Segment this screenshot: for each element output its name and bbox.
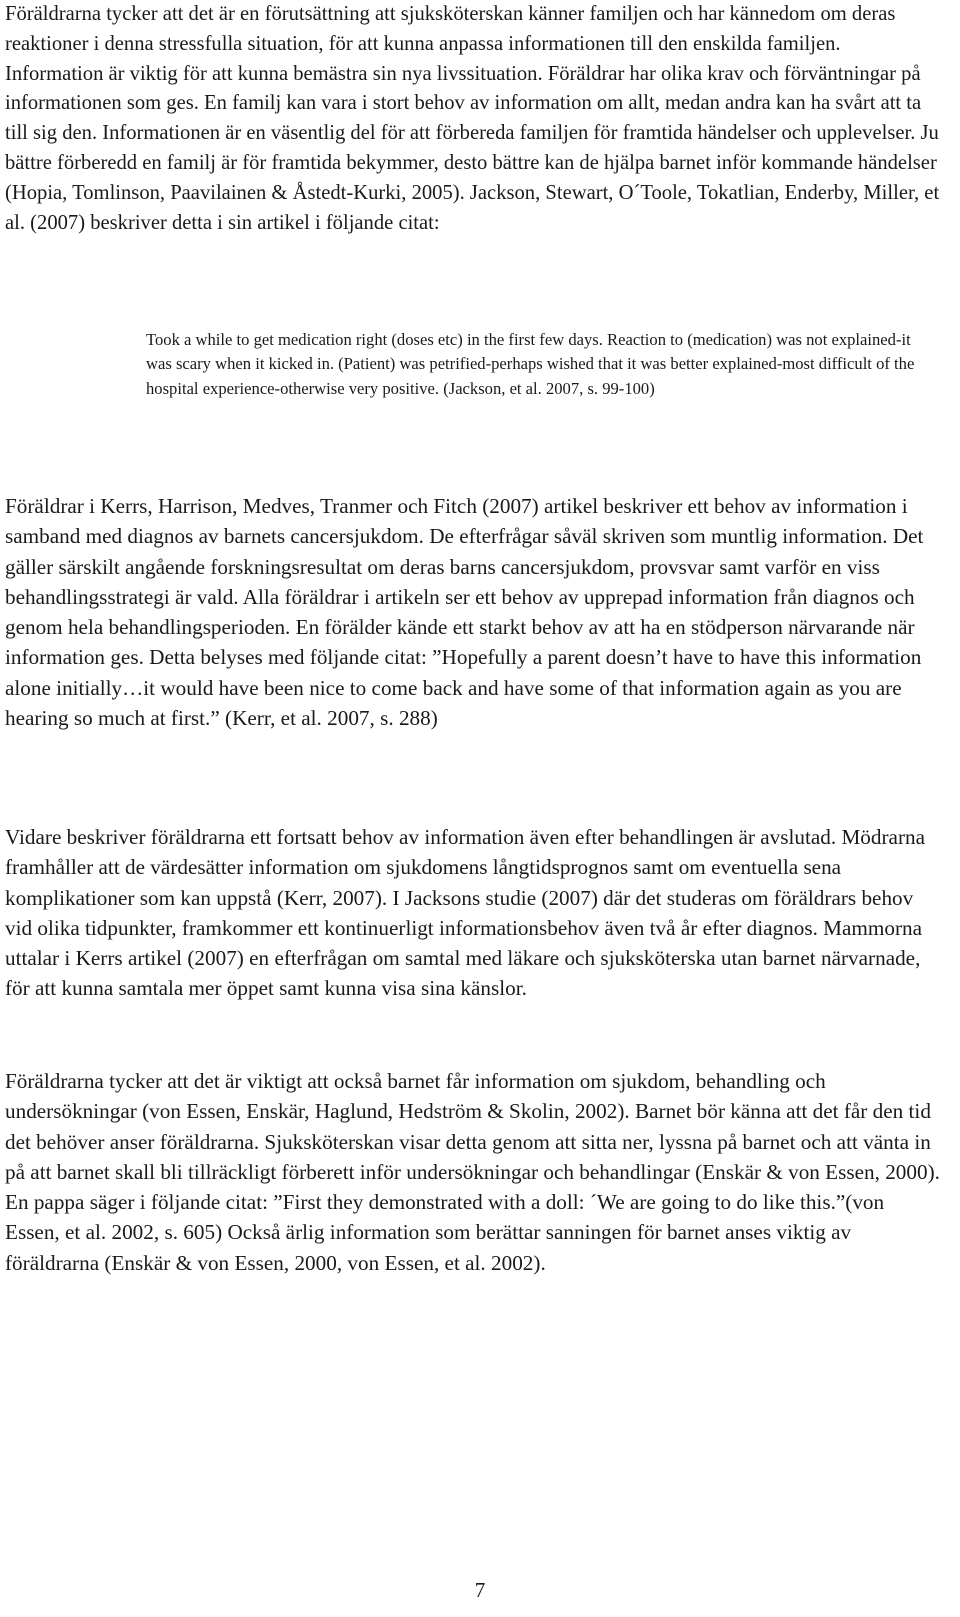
- paragraph-child-information: Föräldrarna tycker att det är viktigt att också barnet får information om sjukdom, behandling och undersökningar (von Essen, Enskär, Haglund, Hedström & Skolin, 2002). Barnet bör känna att det får den tid det behöver anser föräldrarna. Sjuksköterskan visar detta genom att sitta ner, lyssna på barnet och att vänta in på att barnet skall bli tillräckligt förberett inför undersökningar och behandlingar (Enskär & von Essen, 2000). En pappa säger i följande citat: ”First they demonstrated with a doll: ´We are going to do like this.”(von Essen, et al. 2002, s. 605) Också ärlig information som berättar sanningen för barnet anses viktig av föräldrarna (Enskär & von Essen, 2000, von Essen, et al. 2002).: [5, 1069, 940, 1275]
- paragraph-kerr-diagnosis-information: Föräldrar i Kerrs, Harrison, Medves, Tranmer och Fitch (2007) artikel beskriver ett behov av information i samband med diagnos av barnets cancersjukdom. De efterfrågar såväl skriven som muntlig information. Det gäller särskilt angående forskningsresultat om deras barns cancersjukdom, provsvar samt varför en viss behandlingsstrategi är vald. Alla föräldrar i artikeln ser ett behov av upprepad information från diagnos och genom hela behandlingsperioden. En förälder kände ett starkt behov av att ha en stödperson närvarande när information ges. Detta belyses med följande citat: ”Hopefully a parent doesn’t have to have this information alone initially…it would have been nice to come back and have some of that information again as you are hearing so much at first.” (Kerr, et al. 2007, s. 288): [5, 494, 924, 731]
- paragraph-parental-information-needs: Föräldrarna tycker att det är en förutsättning att sjuksköterskan känner familjen och har kännedom om deras reaktioner i denna stressfulla situation, för att kunna anpassa informationen till den enskilda familjen. Information är viktig för att kunna bemästra sin nya livssituation. Föräldrar har olika krav och förväntningar på informationen som ges. En familj kan vara i stort behov av information om allt, medan andra kan ha svårt att ta till sig den. Informationen är en väsentlig del för att förbereda familjen för framtida händelser och upplevelser. Ju bättre förberedd en familj är för framtida bekymmer, desto bättre kan de hjälpa barnet inför kommande händelser (Hopia, Tomlinson, Paavilainen & Åstedt-Kurki, 2005). Jackson, Stewart, O´Toole, Tokatlian, Enderby, Miller, et al. (2007) beskriver detta i sin artikel i följande citat:: [5, 3, 940, 234]
- paragraph-post-treatment-information: Vidare beskriver föräldrarna ett fortsatt behov av information även efter behandlingen är avslutad. Mödrarna framhåller att de värdesätter information om sjukdomens långtidsprognos samt om eventuella sena komplikationer som kan uppstå (Kerr, 2007). I Jacksons studie (2007) där det studeras om föräldrars behov vid olika tidpunkter, framkommer ett kontinuerligt informationsbehov även två år efter diagnos. Mammorna uttalar i Kerrs artikel (2007) en efterfrågan om samtal med läkare och sjuksköterska utan barnet närvarnade, för att kunna samtala mer öppet samt kunna visa sina känslor.: [5, 825, 926, 1001]
- page-number: 7: [474, 1578, 486, 1602]
- block-quote-jackson: Took a while to get medication right (doses etc) in the first few days. Reaction to (medication) was not explained-it was scary when it kicked in. (Patient) was petrified-perhaps wished that it was better explained-most difficult of the hospital experience-otherwise very positive. (Jackson, et al. 2007, s. 99-100): [146, 330, 915, 398]
